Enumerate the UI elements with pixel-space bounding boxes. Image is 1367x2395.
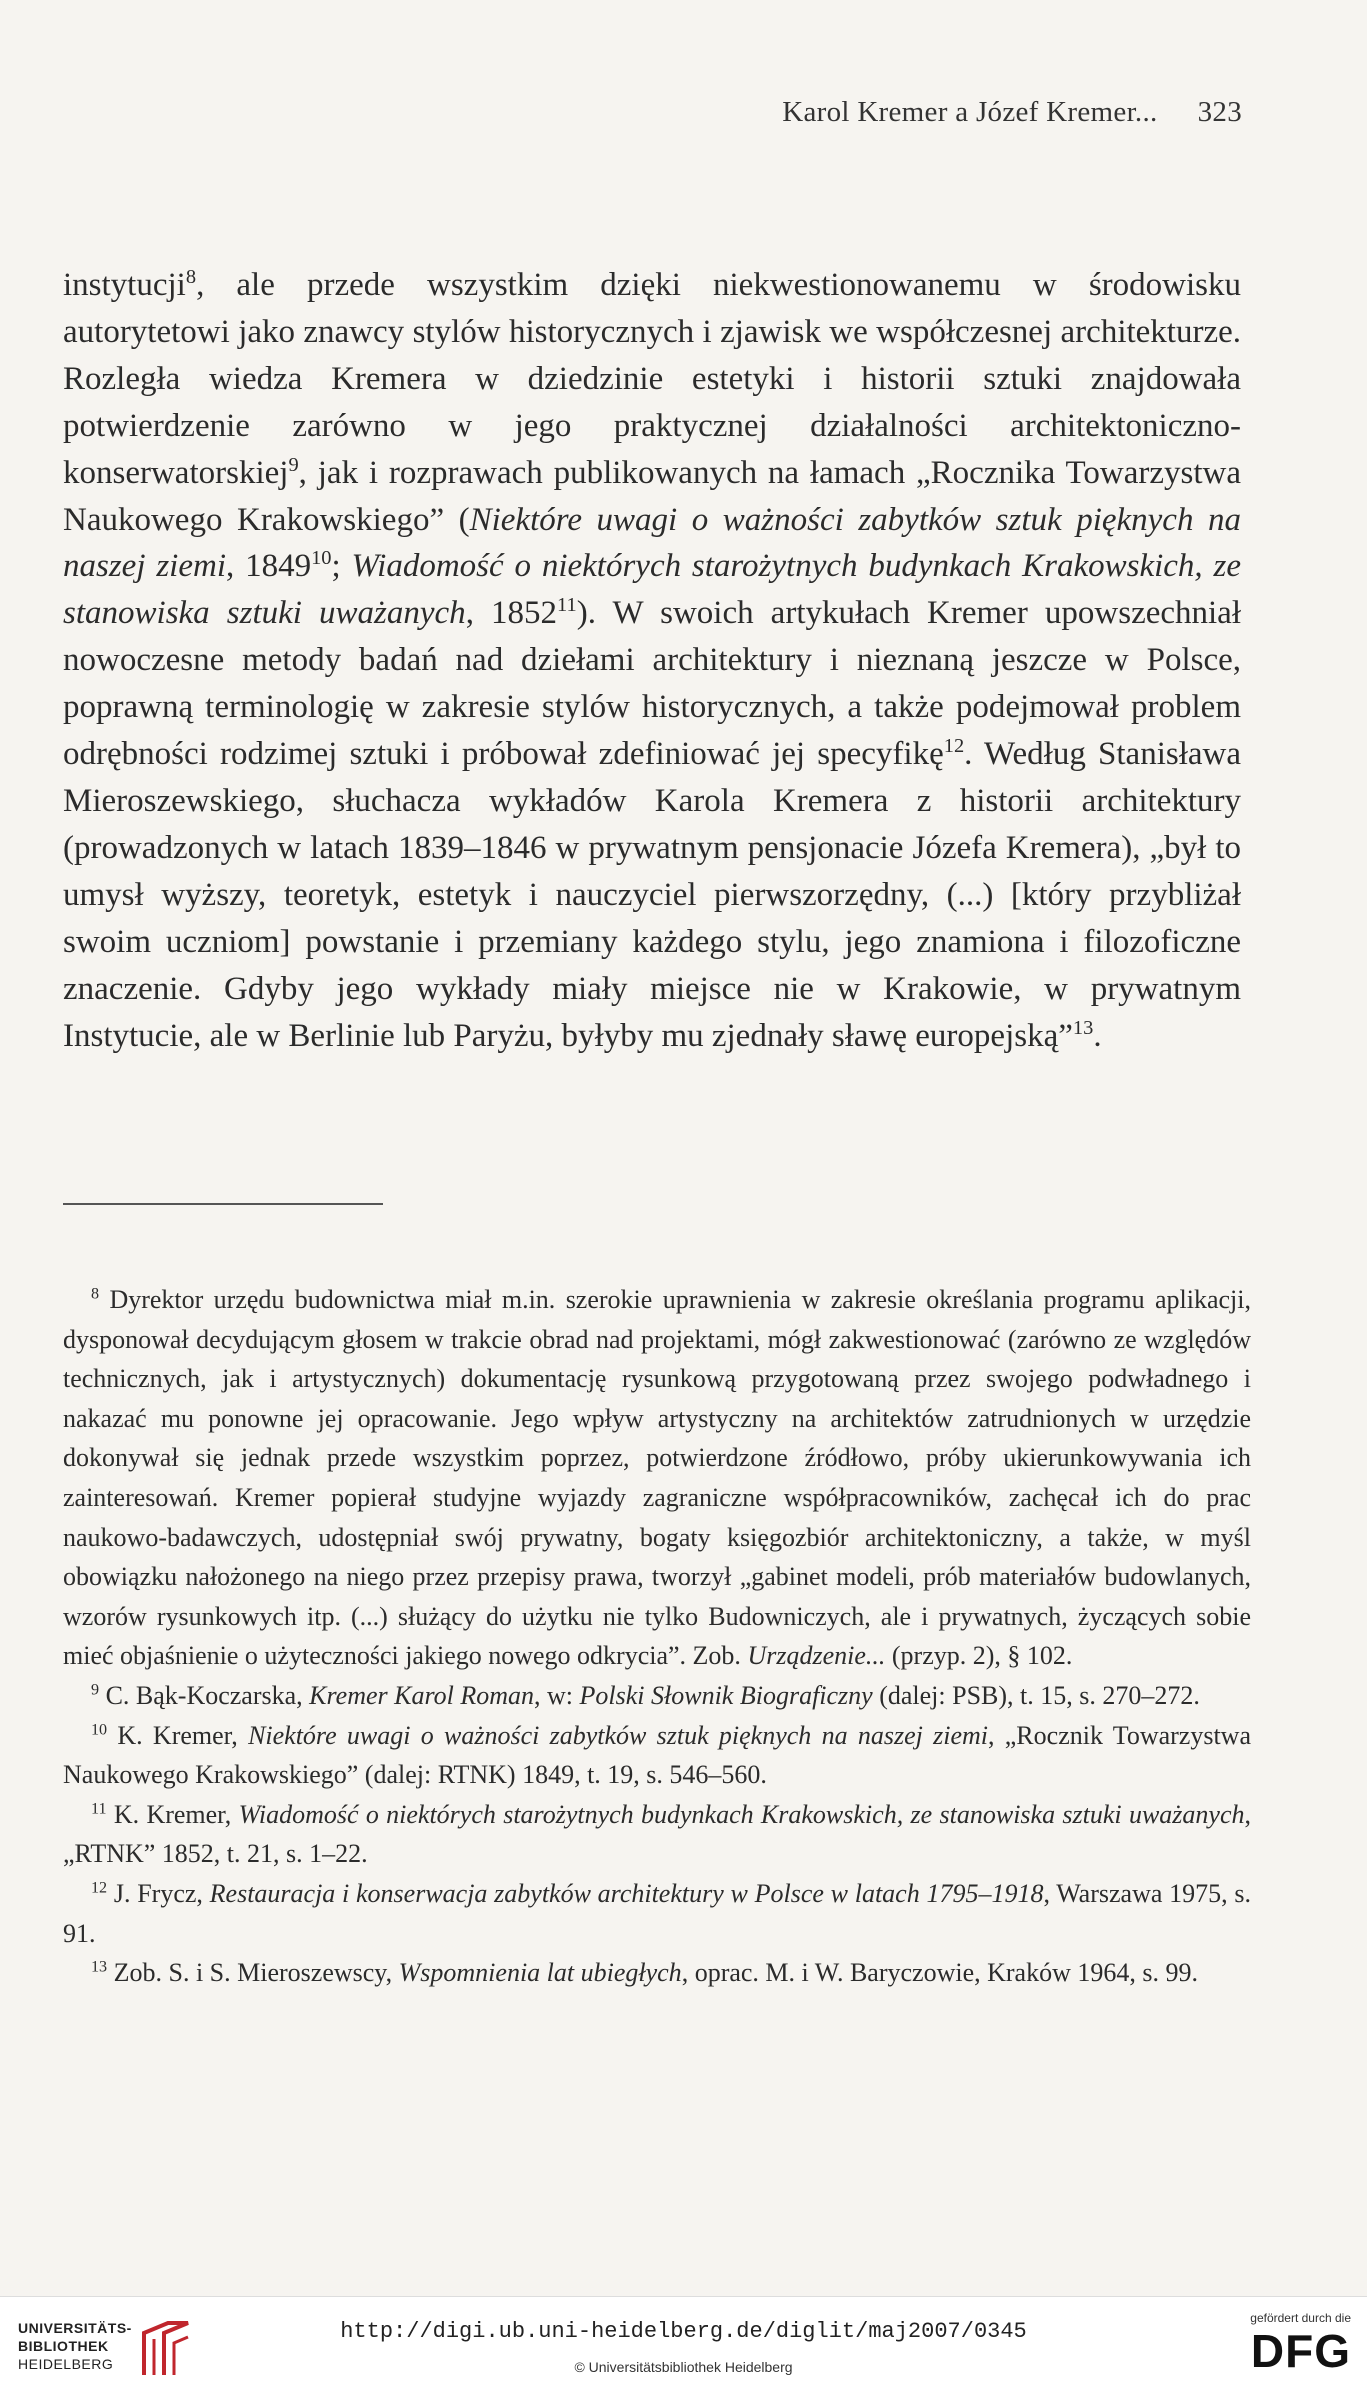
footnote-13 bbox=[63, 1953, 1251, 1993]
footnote-number: 8 bbox=[91, 1285, 100, 1303]
dfg-caption: gefördert durch die bbox=[1250, 2311, 1351, 2325]
body-text-run: ). W swoich artykułach Kremer upowszechniał nowoczesne metody badań nad dziełami architektury i nieznaną jeszcze w Polsce, poprawną terminologię w zakresie stylów historycznych, a także podejmował problem odrębności rodzimej sztuki i próbował zdefiniować jej specyfikę bbox=[63, 595, 1241, 773]
body-text-run: , 1852 bbox=[465, 595, 558, 632]
permalink-url[interactable]: http://digi.ub.uni-heidelberg.de/diglit/maj2007/0345 bbox=[340, 2319, 1027, 2344]
footnote-text: , „RTNK” 1852, t. 21, s. 1–22. bbox=[63, 1799, 1251, 1869]
body-text-run: ; bbox=[331, 548, 352, 585]
copyright-notice: © Universitätsbibliothek Heidelberg bbox=[574, 2359, 793, 2375]
footnote-ref-8[interactable]: 8 bbox=[185, 266, 197, 288]
footnote-text: (przyp. 2), § 102. bbox=[885, 1641, 1073, 1671]
footnote-text: , „Rocznik Towarzystwa Naukowego Krakowskiego” (dalej: RTNK) 1849, t. 19, s. 546–560. bbox=[63, 1720, 1251, 1790]
footnote-italic: Niektóre uwagi o ważności zabytków sztuk pięknych na naszej ziemi bbox=[248, 1720, 988, 1750]
footnote-number: 9 bbox=[91, 1681, 100, 1699]
body-italic-title: Niektóre uwagi o ważności zabytków sztuk pięknych na naszej ziemi bbox=[63, 501, 1241, 585]
page-number: 323 bbox=[1197, 96, 1242, 128]
footnote-9 bbox=[63, 1676, 1251, 1716]
body-italic-title: Wiadomość o niektórych starożytnych budynkach Krakowskich, ze stanowiska sztuki uważanych bbox=[63, 548, 1241, 632]
main-paragraph bbox=[63, 262, 1241, 1059]
footnote-number: 12 bbox=[91, 1879, 108, 1897]
logo-line: UNIVERSITÄTS- bbox=[18, 2320, 132, 2336]
dfg-logo[interactable] bbox=[1241, 2311, 1351, 2377]
body-text-run: , ale przede wszystkim dzięki niekwestionowanemu w środowisku autorytetowi jako znawcy stylów historycznych i zjawisk we współczesnej architekturze. Rozległa wiedza Kremera w dziedzinie estetyki i historii sztuki znajdowała potwierdzenie zarówno w jego praktycznej działalności architektoniczno-konserwatorskiej bbox=[63, 267, 1241, 491]
footnote-italic: Wspomnienia lat ubiegłych bbox=[398, 1958, 682, 1988]
body-text-run: instytucji bbox=[63, 267, 186, 303]
footnote-text: , oprac. M. i W. Baryczowie, Kraków 1964, s. 99. bbox=[681, 1958, 1198, 1988]
running-head-title: Karol Kremer a Józef Kremer... bbox=[782, 96, 1158, 128]
footnote-text: K. Kremer, bbox=[107, 1720, 249, 1750]
footnote-8 bbox=[63, 1280, 1251, 1676]
body-text-run: . bbox=[1093, 1017, 1102, 1054]
footnote-text: Dyrektor urzędu budownictwa miał m.in. szerokie uprawnienia w zakresie określania programu aplikacji, dysponował decydującym głosem w trakcie obrad nad projektami, mógł zakwestionować (zarówno ze względów technicznych, jak i artystycznych) dokumentację rysunkową przygotowaną przez swojego podwładnego i nakazać mu ponowne jej opracowanie. Jego wpływ artystyczny na architektów zatrudnionych w urzędzie dokonywał się jednak przede wszystkim poprzez, potwierdzone źródłowo, próby ukierunkowywania ich zainteresowań. Kremer popierał studyjne wyjazdy zagraniczne współpracowników, zachęcał ich do prac naukowo-badawczych, udostępniał swój prywatny, bogaty księgozbiór architektoniczny, a także, w myśl obowiązku nałożonego na niego przez przepisy prawa, tworzył „gabinet modeli, prób materiałów budowlanych, wzorów rysunkowych itp. (...) służący do użytku nie tylko Budowniczych, ale i prywatnych, życzących sobie mieć objaśnienie o użyteczności jakiego nowego odkrycia”. Zob. bbox=[63, 1285, 1251, 1671]
footnote-text: K. Kremer, bbox=[106, 1799, 239, 1829]
body-text-run: . Według Stanisława Mieroszewskiego, słuchacza wykładów Karola Kremera z historii architektury (prowadzonych w latach 1839–1846 w prywatnym pensjonacie Józefa Kremera), „był to umysł wyższy, teoretyk, estetyk i nauczyciel pierwszorzędny, (...) [który przybliżał swoim uczniom] powstanie i przemiany każdego stylu, jego znamiona i filozoficzne znaczenie. Gdyby jego wykłady miały miejsce nie w Krakowie, w prywatnym Instytucie, ale w Berlinie lub Paryżu, byłyby mu zjednały sławę europejską” bbox=[63, 736, 1242, 1054]
footnote-italic: Restauracja i konserwacja zabytków architektury w Polsce w latach 1795–1918 bbox=[209, 1878, 1044, 1908]
dfg-mark: DFG bbox=[1250, 2325, 1351, 2377]
viewer-footer bbox=[0, 2296, 1367, 2395]
running-head bbox=[782, 96, 1242, 129]
footnote-ref-11[interactable]: 11 bbox=[557, 594, 577, 617]
footnote-italic: Urządzenie... bbox=[747, 1641, 886, 1671]
footnote-ref-13[interactable]: 13 bbox=[1072, 1016, 1094, 1039]
footnote-11 bbox=[63, 1795, 1251, 1874]
footnote-text: Zob. S. i S. Mieroszewscy, bbox=[107, 1958, 399, 1988]
footnote-ref-12[interactable]: 12 bbox=[943, 735, 965, 758]
logo-line: BIBLIOTHEK bbox=[18, 2338, 109, 2354]
footnote-ref-10[interactable]: 10 bbox=[311, 547, 332, 570]
footnote-text: J. Frycz, bbox=[107, 1878, 210, 1908]
footnote-number: 13 bbox=[91, 1958, 108, 1976]
logo-line: HEIDELBERG bbox=[18, 2356, 114, 2372]
footnote-italic: Polski Słownik Biograficzny bbox=[579, 1680, 873, 1710]
footnote-text: , Warszawa 1975, s. 91. bbox=[63, 1878, 1251, 1948]
footnote-10 bbox=[63, 1716, 1251, 1795]
footnote-number: 10 bbox=[91, 1720, 108, 1738]
footnote-italic: Wiadomość o niektórych starożytnych budynkach Krakowskich, ze stanowiska sztuki uważanych bbox=[238, 1799, 1245, 1829]
footnote-separator bbox=[63, 1203, 383, 1205]
footnote-text: C. Bąk-Koczarska, bbox=[99, 1680, 310, 1710]
footnote-text: , w: bbox=[534, 1680, 580, 1710]
footnote-ref-9[interactable]: 9 bbox=[288, 453, 299, 476]
footnote-number: 11 bbox=[91, 1800, 107, 1818]
body-text-run: , 1849 bbox=[226, 548, 312, 585]
footnote-12 bbox=[63, 1874, 1251, 1953]
body-text-run: , jak i rozprawach publikowanych na łamach „Rocznika Towarzystwa Naukowego Krakowskiego” ( bbox=[63, 454, 1241, 538]
footnote-italic: Kremer Karol Roman bbox=[309, 1680, 535, 1710]
footnote-text: (dalej: PSB), t. 15, s. 270–272. bbox=[872, 1680, 1200, 1710]
footnotes bbox=[63, 1280, 1251, 1993]
